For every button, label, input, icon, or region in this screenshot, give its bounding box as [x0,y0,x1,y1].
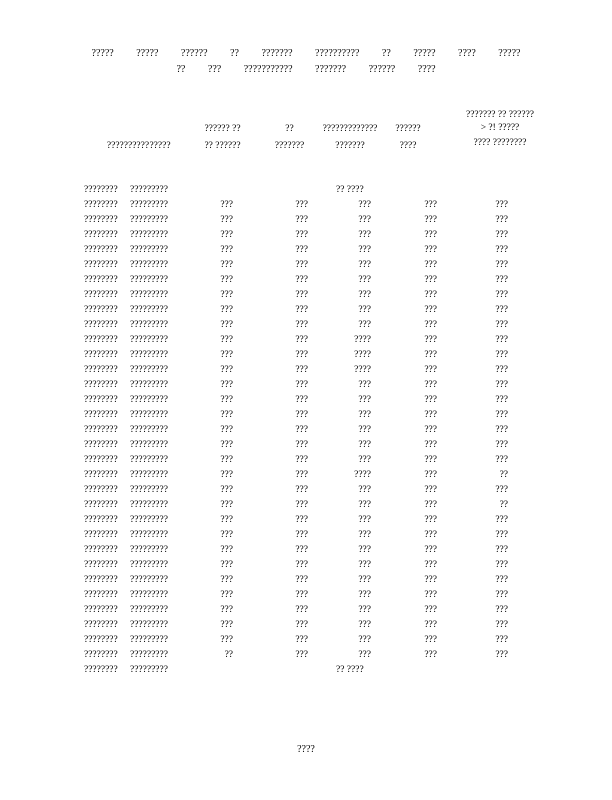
row-value: ??? [295,455,308,465]
row-value: ??? [495,560,508,570]
title-word: ?????????? [315,48,360,59]
title-word: ????? [498,48,521,59]
table-row [0,514,612,529]
row-value: ??? [424,245,437,255]
row-value: ??? [424,395,437,405]
row-code: ???????? [84,410,118,420]
row-value: ??? [358,275,371,285]
row-value: ??? [424,335,437,345]
table-row [0,664,612,679]
row-value: ???? [354,365,371,375]
row-value: ??? [295,200,308,210]
table-row [0,394,612,409]
table-row [0,349,612,364]
row-value: ???? [354,350,371,360]
row-value: ??? [220,275,233,285]
table-row [0,229,612,244]
row-value: ??? [358,440,371,450]
row-value: ??? [295,470,308,480]
header-line: ?? ?????? [204,141,241,151]
header-line: ??????? [335,141,365,151]
table-row [0,439,612,454]
row-value: ??? [358,560,371,570]
row-value: ??? [295,410,308,420]
row-value: ??? [495,200,508,210]
row-value: ??? [495,215,508,225]
table-row [0,304,612,319]
row-value: ??? [295,440,308,450]
row-value: ??? [220,620,233,630]
row-value: ??? [358,515,371,525]
header-line: ??????? ?? ?????? [466,110,534,120]
row-value: ??? [424,260,437,270]
row-value: ??? [495,305,508,315]
header-line: > ?! ????? [480,123,520,133]
row-value: ??? [358,605,371,615]
row-label: ????????? [130,635,168,645]
table-row [0,619,612,634]
row-value: ???? [354,470,371,480]
row-value: ??? [358,320,371,330]
row-value: ??? [424,590,437,600]
title-word: ????? [91,48,114,59]
row-value: ??? [295,515,308,525]
row-value: ??? [220,365,233,375]
row-label: ????????? [130,470,168,480]
row-value: ??? [295,620,308,630]
column-header-1: ?????????? [106,141,150,151]
row-value: ??? [295,350,308,360]
row-value: ??? [295,365,308,375]
row-value: ??? [495,605,508,615]
title-word: ???? [458,48,476,59]
row-label: ????????? [130,230,168,240]
row-value: ??? [495,485,508,495]
row-label: ????????? [130,560,168,570]
title-word: ?? [176,64,186,75]
row-value: ??? [424,605,437,615]
row-value: ??? [295,560,308,570]
table-row [0,634,612,649]
title-word: ?? [230,48,239,59]
table-row [0,469,612,484]
row-label: ????????? [130,245,168,255]
row-label: ????????? [130,275,168,285]
row-value: ??? [495,635,508,645]
row-code: ???????? [84,275,118,285]
row-value: ??? [220,545,233,555]
row-label: ????????? [130,665,168,675]
row-value: ??? [220,500,233,510]
row-value: ??? [358,200,371,210]
row-label: ????????? [130,320,168,330]
header-line: ?????? ?? [204,124,241,134]
row-code: ???????? [84,425,118,435]
table-row [0,604,612,619]
table-row [0,199,612,214]
row-code: ???????? [84,560,118,570]
document-title-line-1 [0,48,612,60]
row-value: ??? [220,470,233,480]
row-value: ??? [295,290,308,300]
row-label: ????????? [130,590,168,600]
row-label: ????????? [130,605,168,615]
row-code: ???????? [84,380,118,390]
row-value: ??? [495,545,508,555]
row-value: ??? [358,620,371,630]
row-code: ???????? [84,455,118,465]
row-value: ??? [358,455,371,465]
row-label: ????????? [130,290,168,300]
row-value: ??? [495,260,508,270]
row-value: ??? [358,530,371,540]
row-value: ??? [220,605,233,615]
column-header-4 [262,124,317,152]
row-value: ??? [220,200,233,210]
row-value: ??? [495,290,508,300]
title-word: ?? [381,48,391,59]
row-value: ??? [295,635,308,645]
row-value: ??? [424,215,437,225]
row-value: ??? [424,485,437,495]
table-row [0,589,612,604]
row-value: ??? [220,410,233,420]
row-value: ??? [495,575,508,585]
table-row [0,559,612,574]
row-value: ??? [295,230,308,240]
row-value: ??? [495,455,508,465]
row-value: ??? [220,215,233,225]
table-row [0,184,612,199]
row-spanning-note: ?? ???? [336,185,364,195]
row-value: ??? [220,230,233,240]
row-value: ??? [295,425,308,435]
row-label: ????????? [130,215,168,225]
row-value: ??? [358,425,371,435]
row-value: ??? [220,290,233,300]
row-value: ??? [295,320,308,330]
row-value: ??? [358,290,371,300]
column-header-7 [448,110,552,149]
row-value: ??? [424,365,437,375]
row-value: ??? [358,500,371,510]
row-label: ????????? [130,305,168,315]
row-value: ??? [220,560,233,570]
row-value: ??? [295,215,308,225]
row-value: ??? [295,380,308,390]
row-label: ????????? [130,485,168,495]
row-value: ??? [220,395,233,405]
title-word: ????? [136,48,159,59]
title-word: ??? [207,64,222,75]
table-row [0,454,612,469]
row-value: ??? [495,530,508,540]
row-code: ???????? [84,320,118,330]
row-value: ??? [495,410,508,420]
row-label: ????????? [130,650,168,660]
title-word: ??????? [261,48,293,59]
row-value: ??? [495,395,508,405]
row-value: ??? [495,620,508,630]
table-row [0,409,612,424]
row-value: ??? [358,485,371,495]
row-value: ??? [495,380,508,390]
row-label: ????????? [130,350,168,360]
row-value: ??? [495,650,508,660]
table-row [0,529,612,544]
row-label: ????????? [130,365,168,375]
row-code: ???????? [84,200,118,210]
row-code: ???????? [84,605,118,615]
header-line: ????????????? [322,124,378,134]
column-header-3 [185,124,260,152]
row-value: ??? [424,620,437,630]
title-word: ?????? [180,48,208,59]
row-value: ??? [220,590,233,600]
row-label: ????????? [130,410,168,420]
row-value: ??? [424,410,437,420]
row-value: ??? [358,395,371,405]
row-label: ????????? [130,395,168,405]
row-value: ??? [424,380,437,390]
row-value: ??? [495,335,508,345]
table-row [0,379,612,394]
column-header-6 [378,124,438,152]
row-value: ?? [224,650,233,660]
row-value: ??? [424,320,437,330]
page-number: ???? [297,744,315,755]
row-value: ??? [220,305,233,315]
row-value: ??? [220,485,233,495]
row-value: ??? [295,500,308,510]
row-value: ??? [358,380,371,390]
row-value: ??? [295,245,308,255]
row-value: ??? [358,245,371,255]
row-value: ??? [424,545,437,555]
row-code: ???????? [84,590,118,600]
row-value: ??? [424,650,437,660]
row-value: ??? [424,350,437,360]
row-code: ???????? [84,470,118,480]
row-value: ??? [220,530,233,540]
row-label: ????????? [130,425,168,435]
row-code: ???????? [84,290,118,300]
row-value: ??? [295,485,308,495]
row-value: ??? [358,260,371,270]
row-label: ????????? [130,530,168,540]
row-value: ??? [424,635,437,645]
row-code: ???????? [84,365,118,375]
row-code: ???????? [84,260,118,270]
row-value: ??? [220,335,233,345]
row-label: ????????? [130,500,168,510]
header-line: ?? [285,124,294,134]
row-value: ??? [358,650,371,660]
row-value: ??? [424,455,437,465]
row-value: ??? [424,560,437,570]
row-code: ???????? [84,515,118,525]
row-value: ??? [495,515,508,525]
row-value: ??? [424,500,437,510]
row-value: ??? [295,305,308,315]
row-value: ??? [358,590,371,600]
row-label: ????????? [130,260,168,270]
row-value: ??? [358,230,371,240]
row-value: ??? [358,545,371,555]
row-label: ????????? [130,620,168,630]
table-row [0,364,612,379]
row-code: ???????? [84,350,118,360]
row-code: ???????? [84,335,118,345]
header-line: ???? ???????? [473,138,527,148]
row-value: ??? [295,275,308,285]
row-value: ?? [499,470,508,480]
row-code: ???????? [84,635,118,645]
row-value: ??? [220,515,233,525]
header-line: ??????? [274,141,305,151]
table-row [0,289,612,304]
table-row [0,544,612,559]
row-code: ???????? [84,545,118,555]
row-value: ??? [220,455,233,465]
row-label: ????????? [130,515,168,525]
title-word: ?????? [368,64,396,75]
row-value: ??? [424,275,437,285]
row-value: ??? [220,425,233,435]
row-code: ???????? [84,620,118,630]
table-row [0,499,612,514]
row-label: ????????? [130,335,168,345]
row-value: ??? [424,425,437,435]
row-code: ???????? [84,650,118,660]
title-word: ??????? [315,64,347,75]
row-code: ???????? [84,215,118,225]
table-row [0,484,612,499]
row-code: ???????? [84,395,118,405]
row-value: ??? [220,350,233,360]
row-code: ???????? [84,530,118,540]
table-row [0,319,612,334]
row-value: ??? [358,635,371,645]
row-value: ??? [220,440,233,450]
row-value: ???? [354,335,371,345]
row-value: ??? [295,260,308,270]
row-label: ????????? [130,380,168,390]
row-code: ???????? [84,485,118,495]
row-value: ??? [358,575,371,585]
row-value: ??? [358,215,371,225]
column-header-2: ????? [149,141,171,151]
row-code: ???????? [84,500,118,510]
table-row [0,574,612,589]
row-code: ???????? [84,230,118,240]
row-value: ??? [424,575,437,585]
row-value: ??? [220,260,233,270]
row-value: ??? [495,275,508,285]
row-value: ??? [295,575,308,585]
title-word: ???? [417,64,436,75]
table-row [0,244,612,259]
row-code: ???????? [84,440,118,450]
row-value: ??? [295,530,308,540]
row-value: ??? [424,290,437,300]
row-value: ??? [295,605,308,615]
row-value: ??? [295,650,308,660]
row-value: ??? [495,350,508,360]
row-value: ??? [220,575,233,585]
document-title-line-2 [0,64,612,76]
title-word: ??????????? [243,64,293,75]
row-label: ????????? [130,185,168,195]
header-line: ?????? [395,124,421,134]
table-row [0,424,612,439]
table-row [0,214,612,229]
row-value: ??? [220,245,233,255]
row-code: ???????? [84,305,118,315]
row-value: ??? [424,200,437,210]
table-row [0,334,612,349]
row-value: ??? [424,470,437,480]
row-value: ??? [495,320,508,330]
row-value: ??? [358,410,371,420]
row-value: ??? [358,305,371,315]
row-value: ??? [424,530,437,540]
row-label: ????????? [130,545,168,555]
row-spanning-note: ?? ???? [336,665,364,675]
row-value: ??? [495,230,508,240]
row-value: ??? [495,440,508,450]
row-value: ??? [495,365,508,375]
row-code: ???????? [84,575,118,585]
row-label: ????????? [130,200,168,210]
row-label: ????????? [130,575,168,585]
row-value: ?? [499,500,508,510]
row-value: ??? [424,515,437,525]
row-value: ??? [495,245,508,255]
table-row [0,274,612,289]
title-word: ????? [413,48,436,59]
row-value: ??? [295,335,308,345]
row-value: ??? [220,320,233,330]
row-value: ??? [424,305,437,315]
header-line: ???? [399,141,417,151]
row-code: ???????? [84,665,118,675]
row-label: ????????? [130,455,168,465]
row-value: ??? [295,395,308,405]
row-code: ???????? [84,185,118,195]
table-row [0,649,612,664]
row-value: ??? [495,590,508,600]
table-row [0,259,612,274]
row-value: ??? [220,635,233,645]
row-code: ???????? [84,245,118,255]
row-value: ??? [424,440,437,450]
row-value: ??? [424,230,437,240]
row-value: ??? [295,590,308,600]
row-value: ??? [220,380,233,390]
row-label: ????????? [130,440,168,450]
row-value: ??? [295,545,308,555]
row-value: ??? [495,425,508,435]
